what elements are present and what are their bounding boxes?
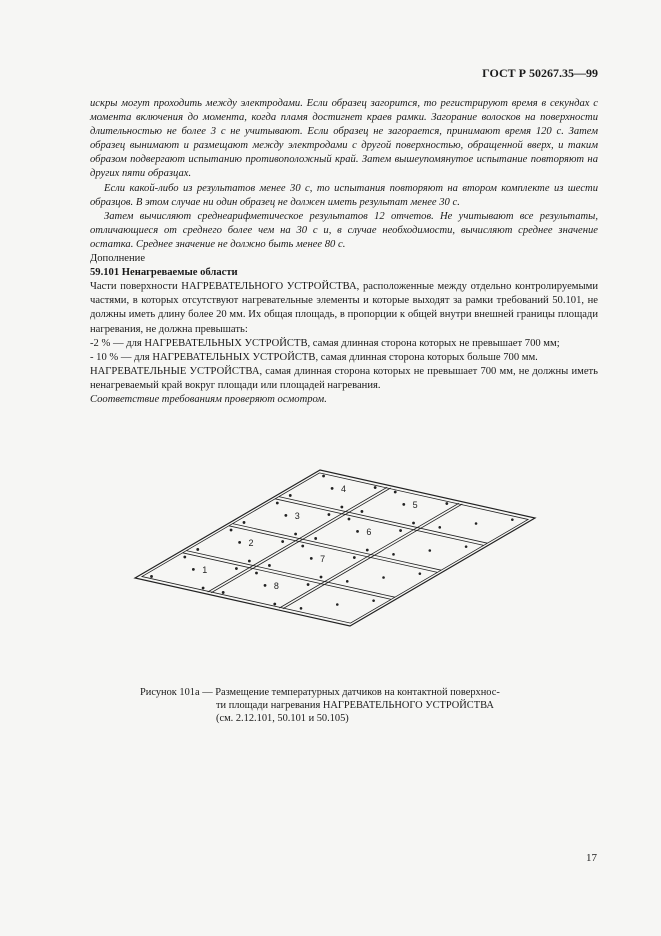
sensor-point [310,557,313,560]
sensor-point [382,576,385,579]
sensor-point [235,567,238,570]
sensor-point [465,545,468,548]
caption-line-2: ти площади нагревания НАГРЕВАТЕЛЬНОГО УСТРОЙСТВА [216,700,494,711]
paragraph-unheated-areas: Части поверхности НАГРЕВАТЕЛЬНОГО УСТРОЙСТВА, расположенные между отдельно контролируемыми частями, в которых отсутствуют нагревательные элементы и которые выходят за рамки требований 50.101, не должны иметь длину более 20 мм. Их общая площадь, в пропорции к общей внутри внешней границы площади нагревания, не должна превышать: [90,281,598,335]
sensor-point [284,514,287,517]
paragraph-test-procedure: искры могут проходить между электродами. Если образец загорится, то регистрируют время в секундах с момента включения до момента, когда пламя достигнет краев рамки. Загорание волосков на поверхности длительностью не более 3 с не учитывают. Если образец не загорается, принимают время 120 с. Затем образец вынимают и размещают между электродами с другой поверхностью, обращенной вверх, и таким образом подвергают испытанию противоположный край. Затем вышеупомянутое испытание повторяют на других пяти образцах. [90,98,598,180]
sensor-point [419,572,422,575]
sensor-point [314,537,317,540]
sensor-point [294,533,297,536]
plate-divider [279,503,458,608]
sensor-point [183,556,186,559]
sensor-point [374,486,377,489]
sensor-point [264,584,267,587]
sensor-point [346,580,349,583]
section-heading: 59.101 Ненагреваемые области [90,267,238,279]
sensor-point [402,503,405,506]
sensor-point [289,494,292,497]
sensor-point [255,572,258,575]
sensor-point [268,564,271,567]
plate-divider [283,504,462,609]
plate-divider [229,526,438,573]
paragraph-average: Затем вычисляют среднеарифметическое результатов 12 отчетов. Не учитывают все результаты, отличающиеся от среднего более чем на 30 с и, в случае необходимости, вычисляют среднее значение остатка. Среднее значение не должно быть менее 80 с. [90,210,598,250]
sensor-point [192,568,195,571]
sensor-point [399,529,402,532]
figure-caption [140,686,540,725]
caption-line-3: (см. 2.12.101, 50.101 и 50.105) [216,713,349,724]
sensor-point [340,506,343,509]
sensor-point [353,556,356,559]
sensor-point [202,587,205,590]
list-item-2-percent: -2 % — для НАГРЕВАТЕЛЬНЫХ УСТРОЙСТВ, самая длинная сторона которых не превышает 700 мм; [90,337,560,349]
zone-label-7: 7 [320,553,326,564]
caption-line-1: Рисунок 101а — Размещение температурных датчиков на контактной поверхнос- [140,687,500,698]
zone-label-1: 1 [202,564,208,575]
sensor-point [475,522,478,525]
document-header: ГОСТ Р 50267.35—99 [482,66,598,80]
sensor-placement-figure [125,465,555,645]
sensor-point [428,549,431,552]
zone-label-4: 4 [341,483,347,494]
plate-divider [211,488,390,593]
zone-label-2: 2 [248,537,254,548]
sensor-point [307,583,310,586]
sensor-point [336,603,339,606]
sensor-point [348,518,351,521]
sensor-point [230,529,233,532]
zone-label-5: 5 [412,499,418,510]
sensor-point [281,540,284,543]
plate-outer-frame [135,470,535,626]
sensor-point [392,553,395,556]
sensor-point [361,510,364,513]
sensor-point [150,575,153,578]
plate-divider [208,487,387,592]
sensor-point [248,560,251,563]
plate-divider [233,524,442,571]
sensor-point [238,541,241,544]
sensor-point [320,576,323,579]
sensor-point [273,603,276,606]
zone-label-8: 8 [273,580,279,591]
list-item-10-percent: - 10 % — для НАГРЕВАТЕЛЬНЫХ УСТРОЙСТВ, самая длинная сторона которых больше 700 мм. [90,351,538,363]
zone-label-6: 6 [366,526,372,537]
sensor-point [438,526,441,529]
paragraph-repeat-tests: Если какой-либо из результатов менее 30 с, то испытания повторяют на втором комплекте из шести образцов. В этом случае ни один образец не должен иметь результат менее 30 с. [90,182,598,208]
sensor-point [328,513,331,516]
sensor-point [372,599,375,602]
plate-divider [186,551,395,598]
heating-plate-drawing [125,465,555,645]
sensor-point [412,522,415,525]
sensor-point [222,591,225,594]
plate-divider [275,499,484,546]
page-number: 17 [586,852,597,864]
sensor-point [331,487,334,490]
sensor-point [276,502,279,505]
sensor-point [366,549,369,552]
zone-label-3: 3 [294,510,300,521]
sensor-point [511,518,514,521]
sensor-point [445,502,448,505]
sensor-point [322,475,325,478]
paragraph-compliance: Соответствие требованиям проверяют осмотром. [90,393,327,405]
supplement-label: Дополнение [90,253,146,265]
sensor-point [196,548,199,551]
paragraph-no-unheated-edge: НАГРЕВАТЕЛЬНЫЕ УСТРОЙСТВА, самая длинная сторона которых не превышает 700 мм, не должны иметь ненагреваемый край вокруг площади или площадей нагревания. [90,365,598,391]
sensor-point [243,521,246,524]
plate-inner-frame [142,473,528,623]
sensor-point [356,530,359,533]
main-text [90,97,598,407]
sensor-point [394,491,397,494]
sensor-point [301,545,304,548]
sensor-point [300,607,303,610]
